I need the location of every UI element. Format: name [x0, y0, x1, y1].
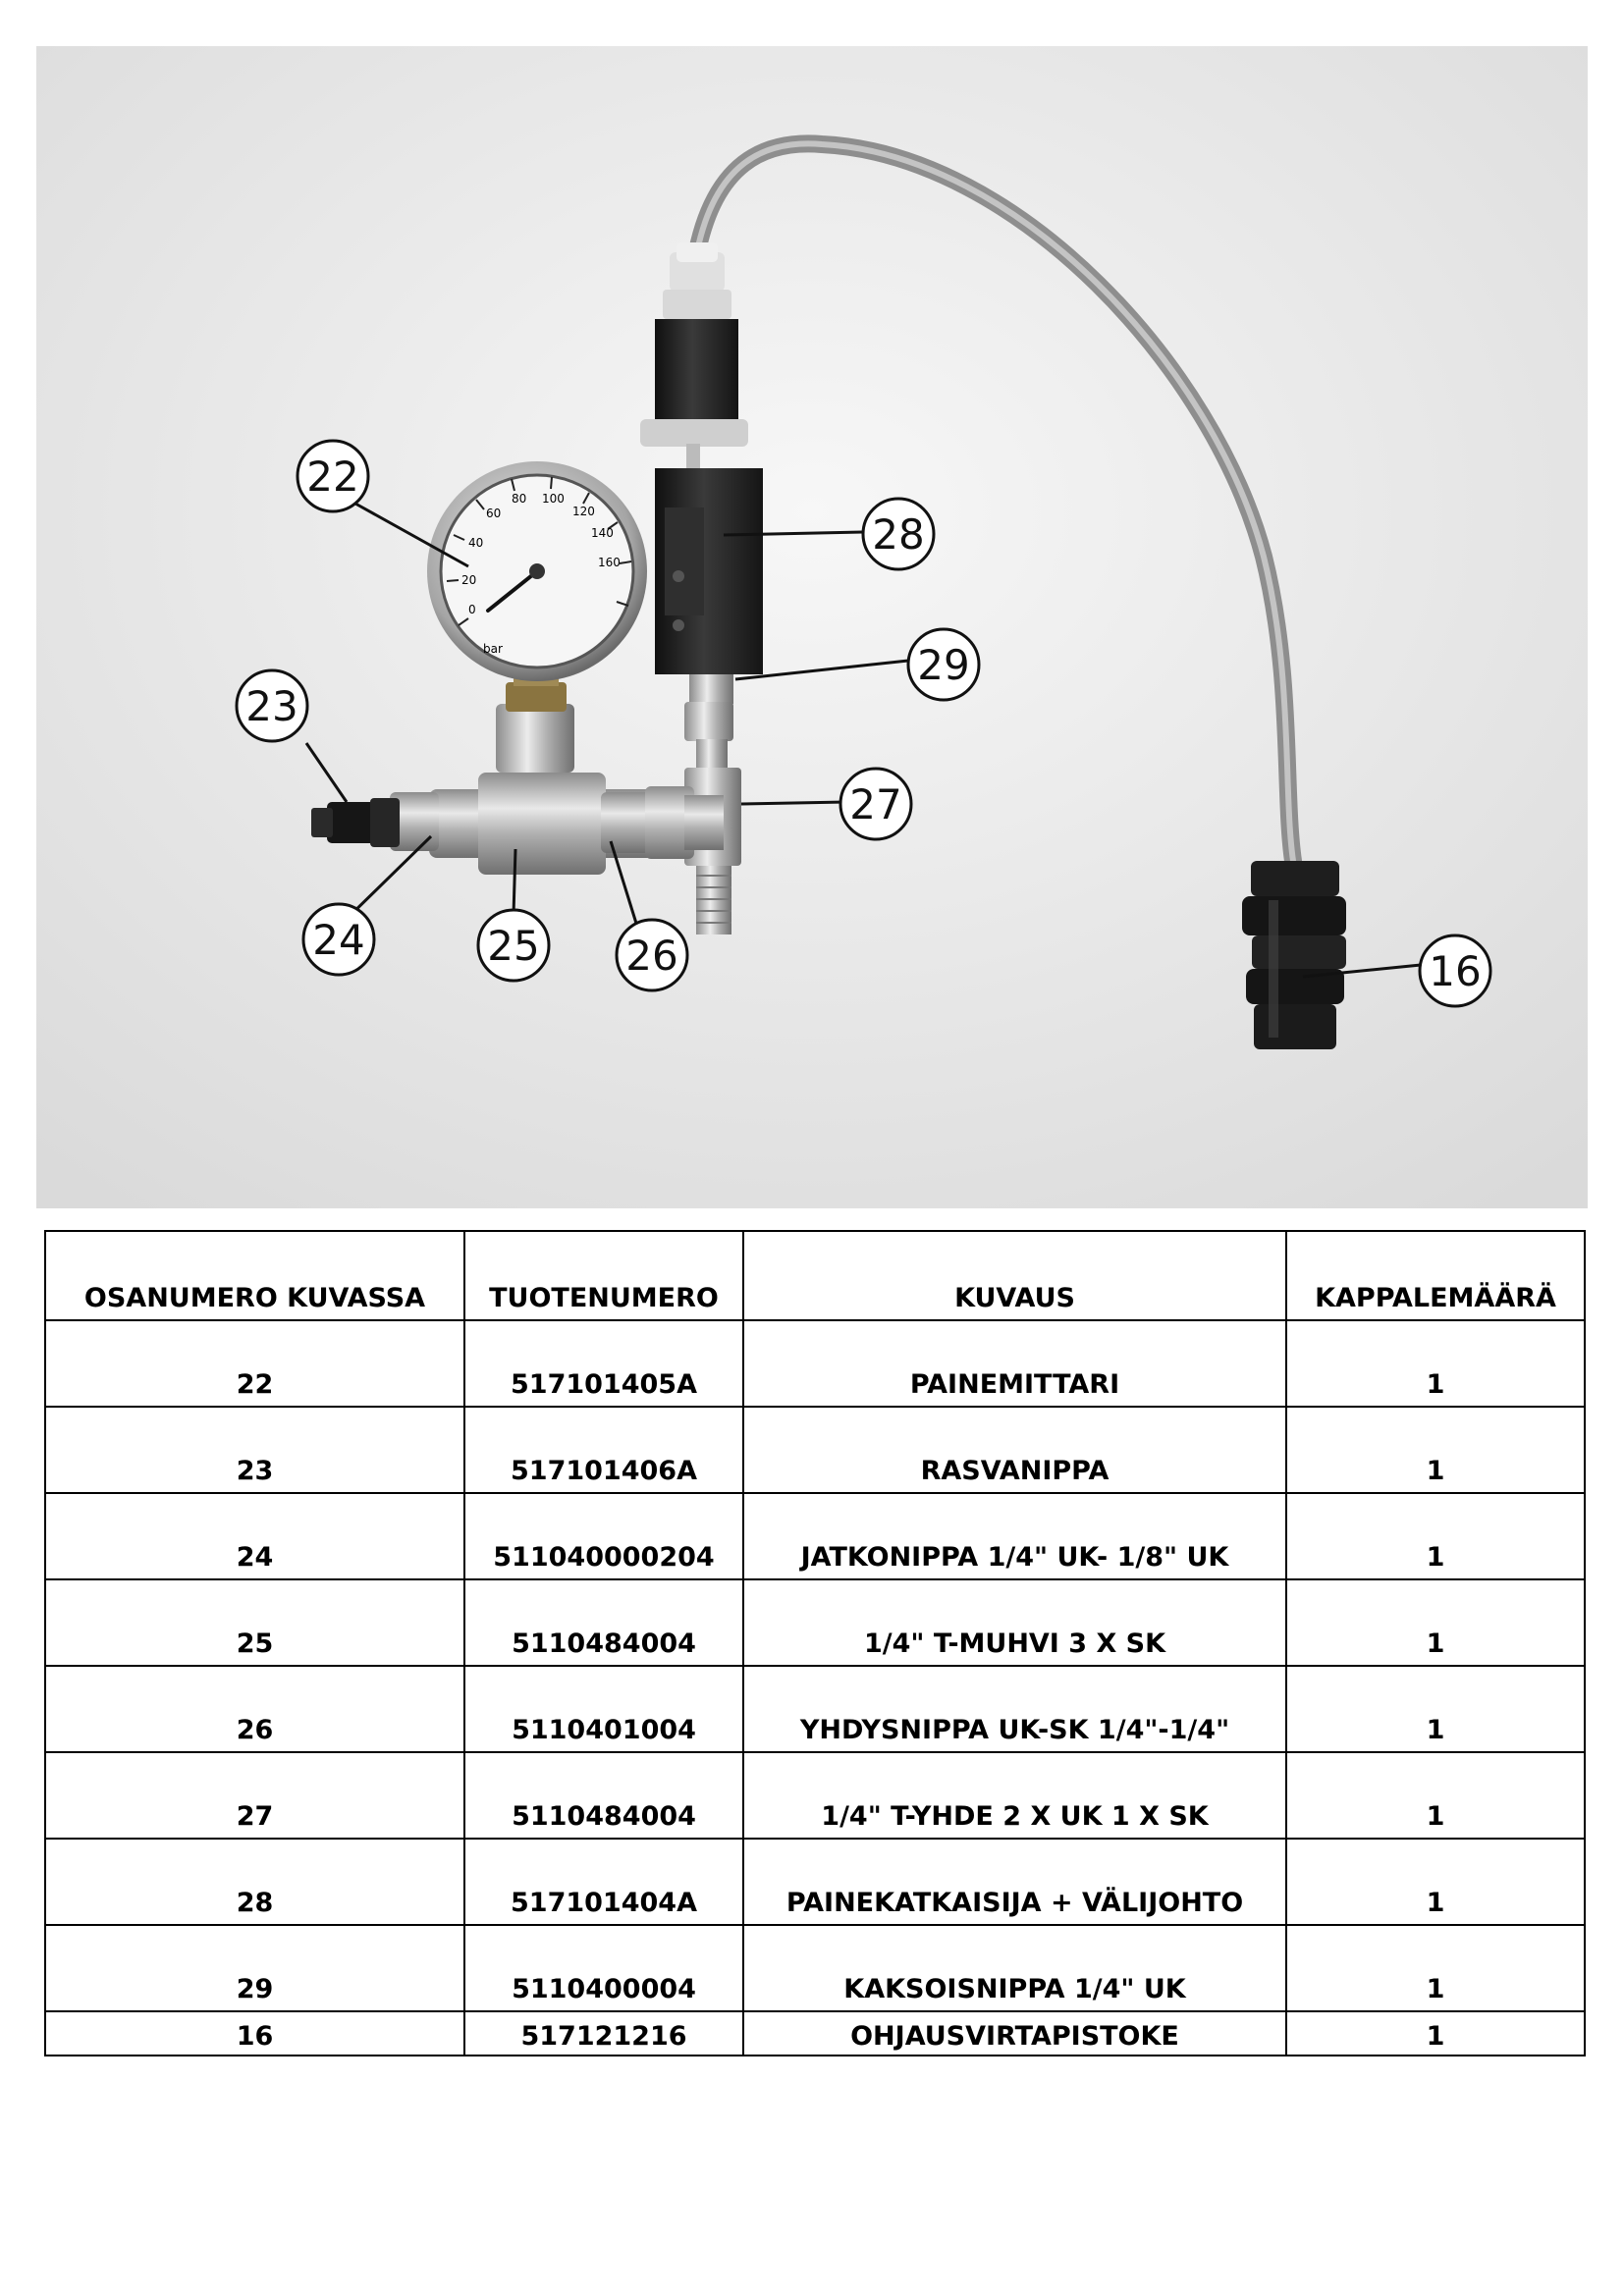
cell-part-number: 16: [45, 2011, 464, 2056]
cell-quantity: 1: [1286, 1752, 1585, 1839]
cell-description: PAINEMITTARI: [743, 1320, 1286, 1407]
parts-table: [44, 1230, 1586, 2056]
cell-description: YHDYSNIPPA UK-SK 1/4"-1/4": [743, 1666, 1286, 1752]
table-row: [45, 1925, 1585, 2011]
gauge-scale-label-20: 20: [461, 573, 477, 587]
callout-25: [478, 910, 549, 981]
table-row: [45, 1407, 1585, 1493]
cell-description: 1/4" T-MUHVI 3 X SK: [743, 1579, 1286, 1666]
cell-quantity: 1: [1286, 1579, 1585, 1666]
cell-product-number: 511040000204: [464, 1493, 743, 1579]
table-row: [45, 2011, 1585, 2056]
cell-product-number: 517121216: [464, 2011, 743, 2056]
table-row: [45, 1666, 1585, 1752]
table-row: [45, 1752, 1585, 1839]
gauge-scale-label-40: 40: [468, 536, 484, 550]
svg-text:26: 26: [625, 932, 678, 980]
gauge-scale-label-100: 100: [542, 492, 565, 506]
cell-product-number: 5110484004: [464, 1752, 743, 1839]
svg-text:29: 29: [917, 641, 970, 689]
cell-description: OHJAUSVIRTAPISTOKE: [743, 2011, 1286, 2056]
header-quantity: KAPPALEMÄÄRÄ: [1286, 1231, 1585, 1320]
cell-part-number: 26: [45, 1666, 464, 1752]
table-header-row: [45, 1231, 1585, 1320]
cell-part-number: 24: [45, 1493, 464, 1579]
pressure-gauge: [427, 461, 647, 681]
cell-part-number: 29: [45, 1925, 464, 2011]
cell-part-number: 22: [45, 1320, 464, 1407]
gauge-scale-label-60: 60: [486, 507, 502, 520]
cell-quantity: 1: [1286, 1493, 1585, 1579]
table-row: [45, 1320, 1585, 1407]
cell-quantity: 1: [1286, 2011, 1585, 2056]
cell-product-number: 5110401004: [464, 1666, 743, 1752]
gauge-scale-label-140: 140: [591, 526, 614, 540]
cell-part-number: 25: [45, 1579, 464, 1666]
cell-quantity: 1: [1286, 1666, 1585, 1752]
cell-description: 1/4" T-YHDE 2 X UK 1 X SK: [743, 1752, 1286, 1839]
cell-product-number: 517101406A: [464, 1407, 743, 1493]
callout-22: [298, 441, 368, 511]
cell-quantity: 1: [1286, 1407, 1585, 1493]
svg-text:27: 27: [849, 780, 902, 828]
cell-quantity: 1: [1286, 1320, 1585, 1407]
cell-product-number: 517101404A: [464, 1839, 743, 1925]
cell-description: RASVANIPPA: [743, 1407, 1286, 1493]
cell-description: PAINEKATKAISIJA + VÄLIJOHTO: [743, 1839, 1286, 1925]
gauge-unit: bar: [483, 642, 503, 656]
control-current-plug: [1242, 861, 1346, 1049]
callout-24: [303, 904, 374, 975]
header-product-number: TUOTENUMERO: [464, 1231, 743, 1320]
table-row: [45, 1493, 1585, 1579]
gauge-scale-label-80: 80: [512, 492, 527, 506]
gauge-scale-label-0: 0: [468, 603, 476, 616]
cell-description: KAKSOISNIPPA 1/4" UK: [743, 1925, 1286, 2011]
callout-23: [237, 670, 307, 741]
cell-product-number: 5110484004: [464, 1579, 743, 1666]
callout-29: [908, 629, 979, 700]
callout-26: [617, 920, 687, 990]
product-photo: [36, 46, 1588, 1208]
cell-description: JATKONIPPA 1/4" UK- 1/8" UK: [743, 1493, 1286, 1579]
header-part-number-in-picture: OSANUMERO KUVASSA: [45, 1231, 464, 1320]
cell-part-number: 27: [45, 1752, 464, 1839]
gauge-scale-label-120: 120: [572, 505, 595, 518]
callout-28: [863, 499, 934, 569]
table-row: [45, 1579, 1585, 1666]
callout-16: [1420, 935, 1490, 1006]
svg-text:24: 24: [312, 916, 365, 964]
svg-text:22: 22: [306, 453, 359, 501]
cell-part-number: 23: [45, 1407, 464, 1493]
cell-quantity: 1: [1286, 1925, 1585, 2011]
cell-product-number: 517101405A: [464, 1320, 743, 1407]
table-row: [45, 1839, 1585, 1925]
callout-27: [840, 769, 911, 839]
gauge-scale-label-160: 160: [598, 556, 621, 569]
header-description: KUVAUS: [743, 1231, 1286, 1320]
cell-part-number: 28: [45, 1839, 464, 1925]
svg-text:16: 16: [1429, 947, 1482, 995]
svg-text:25: 25: [487, 922, 540, 970]
svg-text:23: 23: [245, 682, 298, 730]
svg-text:28: 28: [872, 510, 925, 559]
cell-quantity: 1: [1286, 1839, 1585, 1925]
cell-product-number: 5110400004: [464, 1925, 743, 2011]
